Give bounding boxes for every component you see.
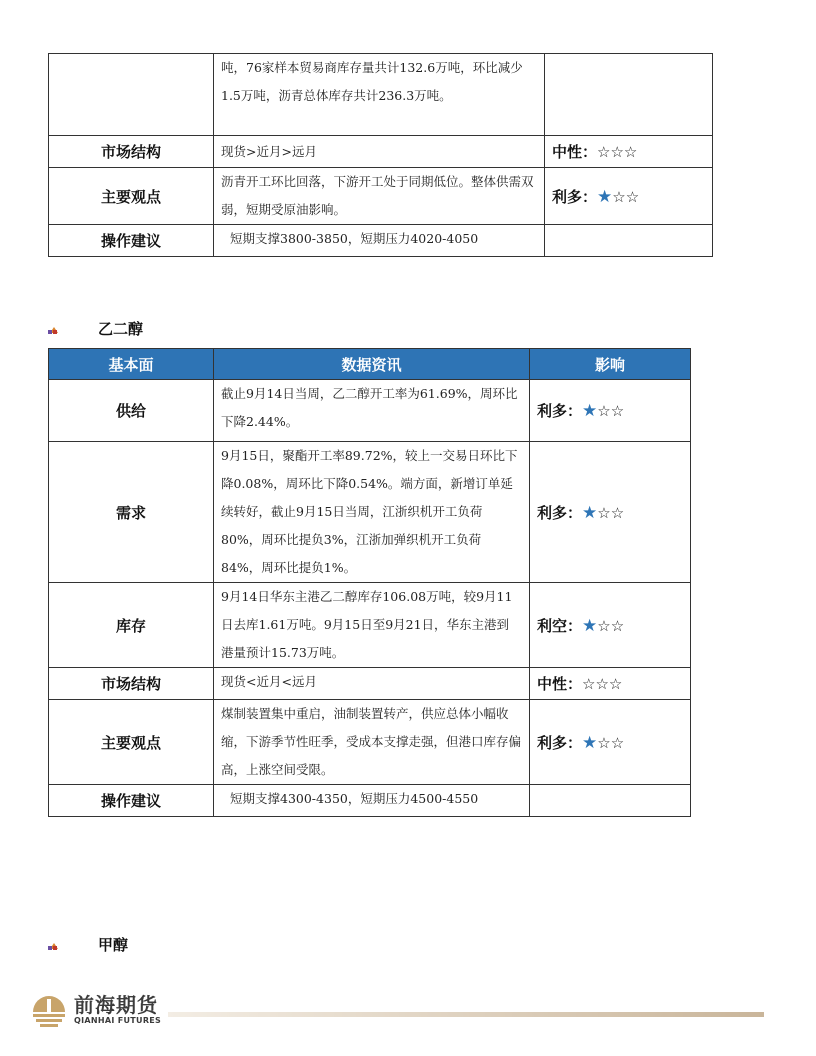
row-impact: [545, 225, 713, 257]
row-label: 需求: [49, 442, 214, 583]
star-empty-icon: ☆☆: [597, 733, 625, 752]
star-empty-icon: ☆☆: [597, 402, 625, 420]
row-text: 短期支撑4300-4350，短期压力4500-4550: [214, 785, 530, 817]
table-row: [49, 168, 713, 225]
star-empty-icon: ☆☆☆: [597, 143, 638, 161]
row-label: 操作建议: [49, 785, 214, 817]
row-impact: [530, 442, 691, 583]
row-impact: [530, 583, 691, 668]
row-text: 9月14日华东主港乙二醇库存106.08万吨，较9月11日去库1.61万吨。9月15日至9月21日，华东主港到港量预计15.73万吨。: [214, 583, 530, 668]
star-filled-icon: ★: [582, 615, 598, 636]
impact-label: 利多：: [537, 733, 583, 752]
star-filled-icon: ★: [597, 186, 613, 207]
row-label: 供给: [49, 380, 214, 442]
bullet-icon: [48, 940, 58, 950]
star-filled-icon: ★: [582, 732, 598, 753]
table-row: [49, 54, 713, 136]
impact-label: 中性：: [552, 143, 598, 161]
row-label: 市场结构: [49, 136, 214, 168]
table-row: [49, 136, 713, 168]
star-empty-icon: ☆☆: [597, 503, 625, 522]
table-row: [49, 700, 691, 785]
section-heading: [48, 318, 143, 339]
logo-en-text: QIANHAI FUTURES: [74, 1015, 162, 1025]
table-row: [49, 583, 691, 668]
impact-label: 中性：: [537, 675, 583, 693]
column-header: 影响: [530, 349, 691, 380]
section-title: 乙二醇: [98, 320, 144, 338]
section-title: 甲醇: [98, 936, 129, 954]
row-impact: [530, 380, 691, 442]
impact-label: 利多：: [552, 187, 598, 206]
table-row: [49, 668, 691, 700]
table-row: [49, 225, 713, 257]
row-text: 煤制装置集中重启，油制装置转产，供应总体小幅收缩，下游季节性旺季，受成本支撑走强，但港口库存偏高，上涨空间受限。: [214, 700, 530, 785]
row-label: 主要观点: [49, 700, 214, 785]
impact-label: 利空：: [537, 616, 583, 635]
row-text: 现货<近月<远月: [214, 668, 530, 700]
row-label: 市场结构: [49, 668, 214, 700]
star-empty-icon: ☆☆: [597, 616, 625, 635]
footer-divider: [168, 1012, 764, 1017]
column-header: 基本面: [49, 349, 214, 380]
row-text: 沥青开工环比回落，下游开工处于同期低位。整体供需双弱，短期受原油影响。: [214, 168, 545, 225]
row-impact: [530, 700, 691, 785]
row-text: 短期支撑3800-3850，短期压力4020-4050: [214, 225, 545, 257]
impact-label: 利多：: [537, 402, 583, 420]
company-logo: [30, 990, 161, 1028]
table-row: [49, 785, 691, 817]
row-label: 主要观点: [49, 168, 214, 225]
row-impact: [545, 168, 713, 225]
logo-mark-icon: [30, 990, 68, 1028]
section-heading: [48, 934, 128, 955]
row-label: 操作建议: [49, 225, 214, 257]
row-text: 截止9月14日当周，乙二醇开工率为61.69%，周环比下降2.44%。: [214, 380, 530, 442]
row-text: 9月15日，聚酯开工率89.72%，较上一交易日环比下降0.08%，周环比下降0.54%。端方面，新增订单延续转好，截止9月15日当周，江浙织机开工负荷80%，周环比提负3%，江浙加弹织机开工负荷84%，周环比提负1%。: [214, 442, 530, 583]
star-filled-icon: ★: [582, 502, 598, 523]
row-label: 库存: [49, 583, 214, 668]
logo-cn-text: 前海期货: [74, 992, 158, 1017]
row-text: 现货>近月>远月: [214, 136, 545, 168]
table-row: [49, 380, 691, 442]
row-label: [49, 54, 214, 136]
asphalt-table: [48, 53, 713, 257]
star-empty-icon: ☆☆: [612, 187, 640, 206]
star-filled-icon: ★: [582, 401, 598, 421]
table-header: [49, 349, 691, 380]
impact-label: 利多：: [537, 503, 583, 522]
column-header: 数据资讯: [214, 349, 530, 380]
row-impact: [530, 785, 691, 817]
table-row: [49, 442, 691, 583]
row-impact: [545, 136, 713, 168]
bullet-icon: [48, 324, 58, 334]
row-impact: [545, 54, 713, 136]
star-empty-icon: ☆☆☆: [582, 675, 623, 693]
row-text: 吨，76家样本贸易商库存量共计132.6万吨，环比减少1.5万吨，沥青总体库存共计236.3万吨。: [214, 54, 545, 136]
row-impact: [530, 668, 691, 700]
meg-table: [48, 348, 691, 817]
